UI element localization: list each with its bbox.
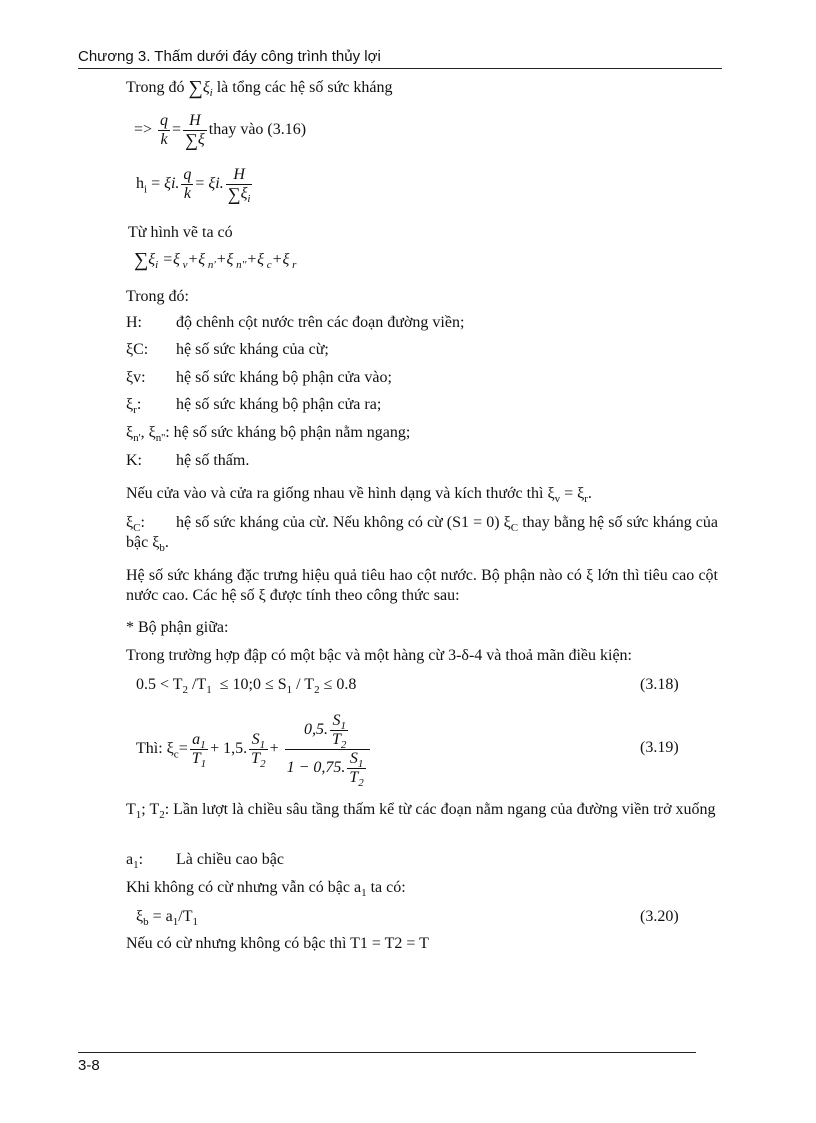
a1-text: Là chiều cao bậc [176, 851, 284, 868]
eq-number-320: (3.20) [640, 908, 679, 925]
arrow-text: => [134, 121, 153, 139]
def-H [126, 313, 464, 333]
paragraph-xiC: $\xi_C$: hệ số sức kháng của cừ. Nếu không có cừ (S1 = 0) $\xi_C$ thay bằng hệ số sức kháng của bậc $\xi_b$. [126, 514, 718, 555]
footer-rule [78, 1052, 696, 1053]
page-header-title: Chương 3. Thấm dưới đáy công trình thủy lợi [78, 48, 381, 65]
text-trong-do: Trong đó [126, 79, 185, 96]
formula-q-over-k: => $\frac{q}{k}$ = $\frac{H}{\sum\xi}$ thay vào (3.16) [134, 112, 307, 150]
p2a-text: hệ số sức kháng của cừ. Nếu không có cừ (S1 = 0) ξ [176, 514, 511, 531]
text-bo-phan-giua: * Bộ phận giữa: [126, 619, 229, 636]
def-v-text: hệ số sức kháng bộ phận cửa vào; [176, 369, 392, 386]
def-K-key: K: [126, 452, 142, 469]
def-C-key: ξC: [126, 341, 149, 358]
paragraph-he-so: Hệ số sức kháng đặc trưng hiệu quả tiêu hao cột nước. Bộ phận nào có ξ lớn thì tiêu cao cột nước cao. Các hệ số ξ được tính theo công thức sau: [126, 567, 718, 604]
formula-xi-b: $\xi_b = a_1/T_1$ [136, 908, 198, 929]
text-thay-vao: thay vào (3.16) [208, 121, 307, 139]
def-v-key: ξv: [126, 369, 146, 386]
formula-xi-c: Thì: $\xi_c=$ $\frac{a_1}{T_1}$ + 1,5. $\frac{S_1}{T_2}$ + 0,5. $\frac{S_1}{T_2}$ 1 − 0,75. $\frac{S_1}{T_2}$ [136, 712, 372, 787]
def-n-text: : hệ số sức kháng bộ phận nằm ngang; [165, 424, 411, 441]
paragraph-cua-vao: Nếu cửa vào và cửa ra giống nhau về hình dạng và kích thước thì $\xi_v = \xi_r$. [126, 485, 592, 506]
formula-condition: $0.5 < T_2$ $/T_1$ ≤ 10;0 ≤ $S_1 / T_2 \le 0.8$ [136, 676, 357, 697]
def-C-text: hệ số sức kháng của cừ; [176, 341, 329, 358]
formula-hi: $h_i = \xi i$. $\frac{q}{k}$ = ξi. $\frac{H}{\sum\xi_i}$ [136, 166, 251, 206]
def-xiv [126, 368, 392, 388]
text-tu-hinh-ve: Từ hình vẽ ta có [128, 224, 233, 241]
def-K-text: hệ số thấm. [176, 452, 250, 469]
line-sum-definition: Trong đó $\sum\xi_i$ là tổng các hệ số sức kháng [126, 77, 393, 100]
paragraph-neu-co-cu: Nếu có cừ nhưng không có bậc thì T1 = T2 = T [126, 935, 429, 952]
paragraph-truong-hop: Trong trường hợp đập có một bậc và một hàng cừ 3-δ-4 và thoả mãn điều kiện: [126, 647, 632, 664]
def-xin: $\xi_{n'}$, $\xi_{n''}$: hệ số sức kháng bộ phận nằm ngang; [126, 424, 411, 445]
text-trong-do-colon: Trong đó: [126, 288, 189, 305]
eq-number-319: (3.19) [640, 739, 679, 756]
p7b-text: ta có: [370, 879, 406, 896]
def-K [126, 451, 249, 471]
p6-text: Lần lượt là chiều sâu tầng thấm kể từ các đoạn nằm ngang của đường viền trở xuống [173, 801, 716, 818]
paragraph-khi-khong: Khi không có cừ nhưng vẫn có bậc $a_1$ ta có: [126, 879, 406, 900]
def-r-key: ξ [126, 396, 134, 413]
header-rule [78, 68, 722, 69]
def-a1: $a_1$: Là chiều cao bậc [126, 851, 284, 872]
p2b-text: thay bằng hệ số sức kháng của bậc ξ [126, 514, 718, 551]
paragraph-T1-T2: $T_1$; $T_2$: Lần lượt là chiều sâu tầng thấm kể từ các đoạn nằm ngang của đường viền trở xuống [126, 801, 716, 822]
eq-number-318: (3.18) [640, 676, 679, 693]
def-H-text: độ chênh cột nước trên các đoạn đường viền; [176, 314, 465, 331]
p7-text: Khi không có cừ nhưng vẫn có bậc a [126, 879, 362, 896]
thi-text: Thì: ξ [136, 740, 174, 758]
text-h: h [136, 175, 144, 193]
def-r-text: hệ số sức kháng bộ phận cửa ra; [176, 396, 382, 413]
formula-sum-xi: $\sum\xi_i =\xi$ $_v$+ξ $_{n'}$+ξ $_{n''}$+ξ $_c$+ξ $_r$ [134, 249, 297, 272]
def-xir: $\xi_r$: hệ số sức kháng bộ phận cửa ra; [126, 396, 382, 417]
text-tong-he-so: là tổng các hệ số sức kháng [216, 79, 393, 96]
page-number: 3-8 [78, 1057, 100, 1074]
p1-text: Nếu cửa vào và cửa ra giống nhau về hình dạng và kích thước thì ξ [126, 485, 555, 502]
def-H-key: H: [126, 314, 142, 331]
def-xiC [126, 340, 329, 360]
